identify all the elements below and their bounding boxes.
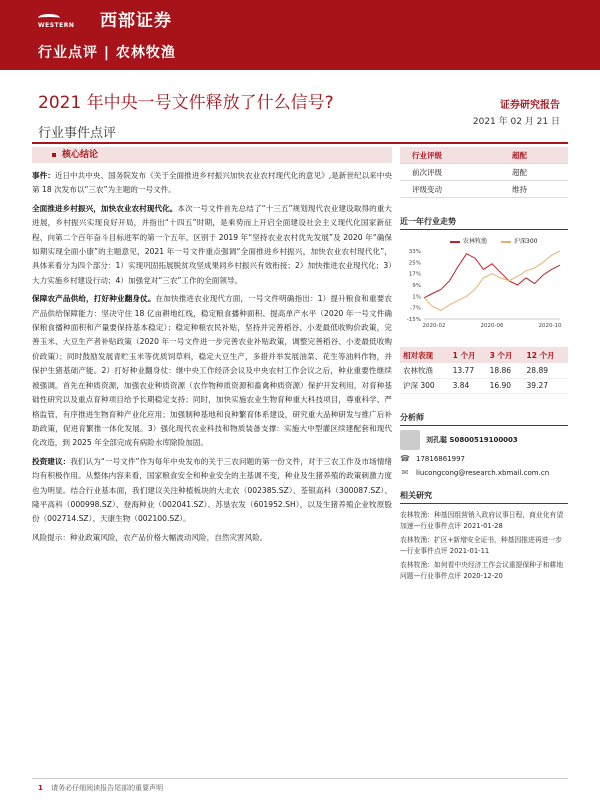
related-item[interactable]: 农林牧渔：扩区+新增安全证书，种基因推进再进一步—行业事件点评 2021-01-11 bbox=[400, 535, 563, 555]
x-tick-label: 2020-10 bbox=[538, 323, 562, 329]
core-paragraph: 投资建议：我们认为“一号文件”作为每年中央发布的关于三农问题的第一份文件，对于三农工作及市场情绪均有积极作用。从整体内容来看，国家粮食安全和种业安全的主基调不变，种业及生猪养殖的政策刺激力度也为明显。结合行业基本面，我们建议关注种植板块的大北农（002385.SZ）、荃银高科（300087.SZ）、隆平高科（000998.SZ）、登海种业（002041.SZ）、苏垦农发（601952.SH），以及生猪养殖企业牧原股份（002714.SZ）、天康生物（002100.SZ）。 bbox=[32, 456, 393, 524]
x-tick-label: 2020-02 bbox=[422, 323, 446, 329]
table-row bbox=[400, 378, 568, 393]
y-tick-label: -7% bbox=[410, 305, 421, 312]
analyst-phone: ☎ 17816861997 bbox=[400, 453, 465, 463]
sidebar bbox=[400, 147, 568, 585]
phone-icon: ☎ bbox=[400, 453, 410, 463]
core-heading: 核心结论 bbox=[32, 147, 392, 163]
y-tick-label: 33% bbox=[408, 249, 421, 255]
column-header: 12 个月 bbox=[524, 347, 568, 363]
document-title: 2021 年中央一号文件释放了什么信号? bbox=[38, 93, 334, 113]
analyst-heading: 分析师 bbox=[400, 412, 568, 426]
table-cell: 28.89 bbox=[524, 363, 568, 378]
table-cell: 16.90 bbox=[487, 378, 524, 393]
table-cell: 13.77 bbox=[450, 363, 487, 378]
rating-table bbox=[400, 147, 568, 198]
core-paragraph: 保障农产品供给，打好种业翻身仗。在加快推进农业现代方面，一号文件明确指出：1）提升粮食和重要农产品供给保障能力：坚决守住 18 亿亩耕地红线，稳定粮食播种面积、提高单产水平（2020 年一号文件确保粮食播种面积和产量要保持基本稳定）；稳定种粮农民补贴，坚持并完善稻谷、小麦最低收购价政策，完善玉米、大豆生产者补贴政策（2020 年一号文件进一步完善农业补贴政策，调整完善稻谷、小麦最低收购价政策）；同时鼓励发展青贮玉米等优质饲草料，稳定大豆生产，多措并举发展油菜、花生等油料作物，并保护生猪基础产能。2）打好种业翻身仗：继中央工作经济会议及中央农村工作会议之后，种业重要性继续被强调。首先在种质资源，加强农业种质资源（农作物种质资源和畜禽种质资源）保护开发利用，对育种基础性研究以及重点育种项目给予长期稳定支持；同时，加快实施农业生物育种重大科技项目，尊重科学、严格监管，有序推进生物育种产业化应用；加强制种基地和良种繁育体系建设，研究重大品种研发与推广后补助政策，促进育繁推一体化发展。3）强化现代农业科技和物质装备支撑：实施大中型灌区续建配套和现代化改造，到 2025 年全部完成有病险水库除险加固。 bbox=[32, 294, 393, 448]
main-column bbox=[32, 147, 392, 545]
column-header: 3 个月 bbox=[487, 347, 524, 363]
legend-item: 沪深300 bbox=[501, 236, 537, 245]
trend-chart bbox=[400, 245, 568, 333]
y-tick-label: 9% bbox=[412, 283, 421, 289]
related-list bbox=[400, 510, 568, 583]
y-tick-label: 17% bbox=[408, 271, 421, 278]
logo-en: WESTERN bbox=[38, 22, 75, 29]
footer-note: 请务必仔细阅读报告尾部的重要声明 bbox=[51, 784, 164, 792]
divider bbox=[32, 142, 568, 144]
performance-table bbox=[400, 347, 568, 394]
y-tick-label: 1% bbox=[412, 294, 421, 301]
column-header: 1 个月 bbox=[450, 347, 487, 363]
column-header: 相对表现 bbox=[400, 347, 450, 363]
header-band bbox=[0, 0, 600, 70]
analyst-email[interactable]: ✉ liucongcong@research.xbmail.com.cn bbox=[401, 467, 550, 477]
report-type: 证券研究报告 bbox=[500, 100, 560, 111]
related-heading: 相关研究 bbox=[400, 490, 568, 504]
core-paragraph: 全面推进乡村振兴，加快农业农村现代化。本次一号文件首先总结了“十三五”规划现代农业建设取得的重大进展，乡村振兴实现良好开局，并指出“十四五”时期，是乘势而上开启全面建设社会主义现代化国家新征程、向第二个百年奋斗目标进军的第一个五年。区别于 2019 年“坚持农业农村优先发展”及 2020 年“确保如期实现全面小康”的主题意见，2021 年一号文件重点强调“全面推进乡村振兴，加快农业农村现代化”，具体来看分为四个部分：1）实现巩固拓展脱贫攻坚成果同乡村振兴有效衔接；2）加快推进农业现代化；3）大力实施乡村建设行动；4）加强党对“三农”工作的全面领导。 bbox=[32, 203, 393, 285]
y-tick-label: 25% bbox=[408, 260, 421, 267]
footer-divider bbox=[32, 778, 568, 779]
report-date: 2021 年 02 月 21 日 bbox=[472, 117, 560, 127]
avatar bbox=[400, 430, 420, 450]
legend-item: 农林牧渔 bbox=[450, 236, 487, 245]
core-paragraphs bbox=[32, 169, 392, 545]
footer bbox=[38, 783, 163, 793]
series-line-2 bbox=[424, 251, 560, 311]
logo-cn: 西部证券 bbox=[100, 11, 172, 31]
document-subtitle: 行业事件点评 bbox=[38, 126, 117, 141]
category-label: 行业点评 | 农林牧渔 bbox=[38, 45, 176, 61]
mail-icon: ✉ bbox=[401, 467, 409, 477]
table-cell: 39.27 bbox=[524, 378, 568, 393]
series-line-1 bbox=[424, 254, 560, 298]
core-paragraph: 事件：近日中共中央、国务院发布《关于全面推进乡村振兴加快农业农村现代化的意见》,是新世纪以来中央第 18 次发布以“三农”为主题的一号文件。 bbox=[32, 171, 392, 195]
chart-legend bbox=[450, 236, 568, 245]
rating-row: 前次评级 超配 bbox=[400, 164, 568, 181]
bullet-icon bbox=[52, 153, 56, 157]
core-paragraph: 风险提示：种业政策风险，农产品价格大幅波动风险，自然灾害风险。 bbox=[32, 532, 268, 542]
y-tick-label: -15% bbox=[406, 317, 421, 323]
table-cell: 3.84 bbox=[450, 378, 487, 393]
table-row bbox=[400, 363, 568, 378]
analyst-name: 刘孔聪 S0800519100003 bbox=[400, 430, 568, 450]
x-tick-label: 2020-06 bbox=[480, 323, 504, 329]
table-cell: 农林牧渔 bbox=[400, 363, 450, 378]
page-number: 1 bbox=[38, 784, 43, 792]
table-cell: 18.86 bbox=[487, 363, 524, 378]
table-cell: 沪深 300 bbox=[400, 378, 450, 393]
rating-row: 评级变动 维持 bbox=[400, 181, 568, 198]
trend-title: 近一年行业走势 bbox=[400, 216, 568, 230]
related-item[interactable]: 农林牧渔：种基因组营销入政府议事日程，商业化有望加速—行业事件点评 2021-01-28 bbox=[400, 510, 564, 530]
rating-row: 行业评级 超配 bbox=[400, 147, 568, 164]
related-item[interactable]: 农林牧渔：如何看中央经济工作会议重提保种子和耕地问题—行业事件点评 2020-12-20 bbox=[400, 560, 564, 580]
